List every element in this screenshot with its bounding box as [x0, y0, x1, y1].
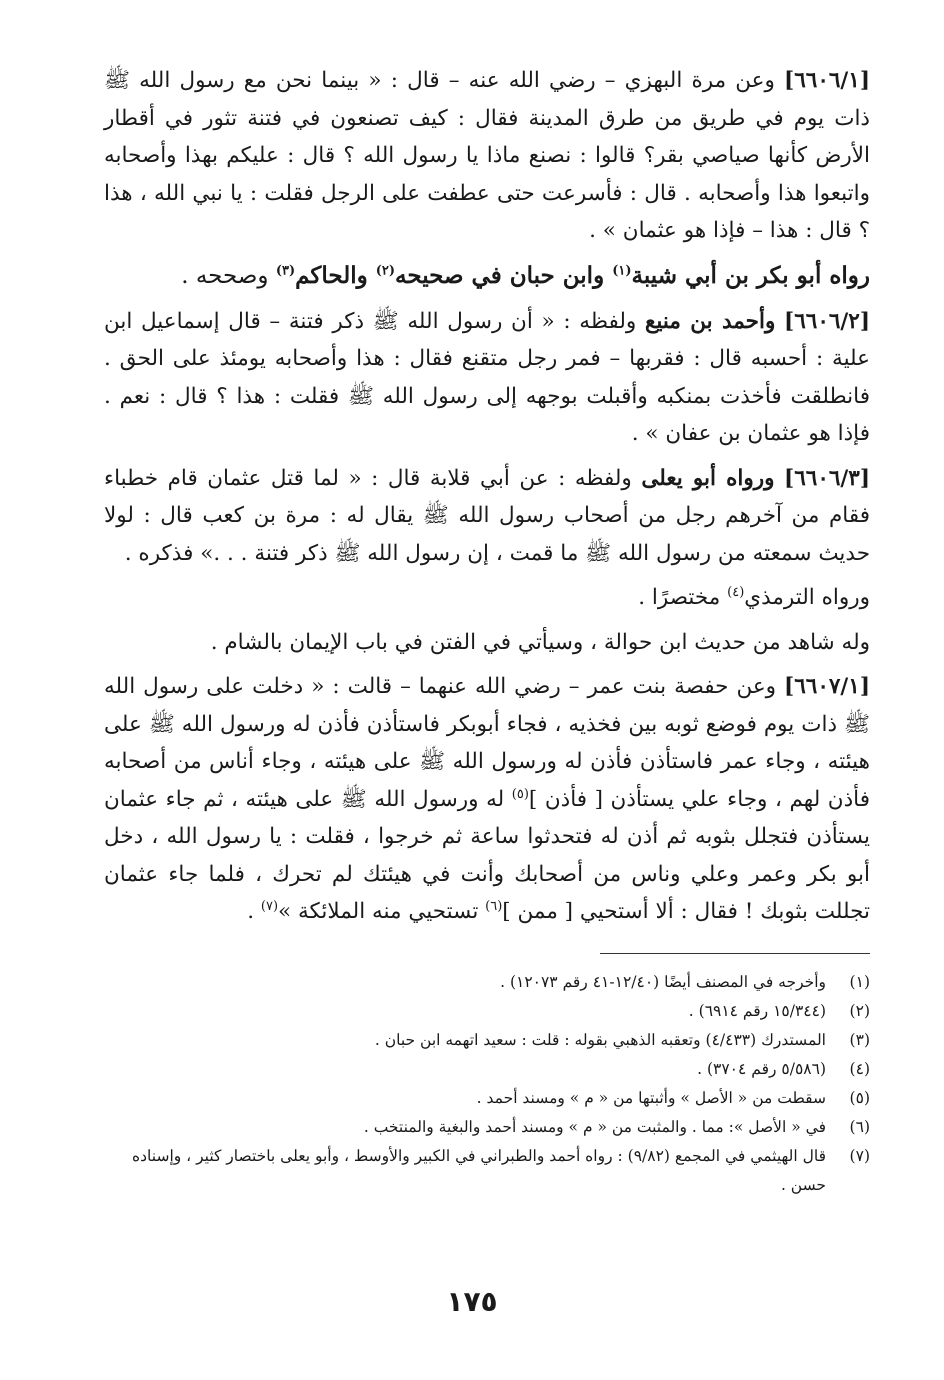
source-1: رواه أبو بكر بن أبي شيبة	[631, 261, 870, 289]
footnote-text: قال الهيثمي في المجمع (٩/٨٢) : رواه أحمد والطبراني في الكبير والأوسط ، وأبو يعلى باختصار كثير ، وإسناده حسن .	[132, 1146, 826, 1194]
page-body	[104, 62, 870, 1200]
narrator-name: ورواه أبو يعلى	[641, 465, 775, 491]
witness-note: وله شاهد من حديث ابن حوالة ، وسيأتي في الفتن في باب الإيمان بالشام .	[210, 629, 870, 655]
hadith-text-2: له ورسول الله ﷺ على هيئته ، ثم جاء عثمان يستأذن فتجلل بثوبه ثم أذن له فتحدثوا ساعة ثم خرجوا ، فقلت : يا رسول الله ، دخل أبو بكر وعمر وعلي وناس من أصحابك وأنت في هيئتك لم تحرك ، فلما جاء عثمان تجللت بثوبك ! فقال : ألا أستحيي [ ممن ]	[104, 786, 870, 924]
footnote-6	[104, 1113, 870, 1142]
footnote-text: (٥/٥٨٦ رقم ٣٧٠٤) .	[697, 1059, 826, 1078]
footnote-divider	[600, 953, 870, 954]
hadith-text-1: وعن حفصة بنت عمر – رضي الله عنهما – قالت : « دخلت على رسول الله ﷺ ذات يوم فوضع ثوبه بين فخذيه ، فجاء أبوبكر فاستأذن فأذن له ورسول الله ﷺ على هيئته ، وجاء عمر فاستأذن فأذن له ورسول الله ﷺ على هيئته ، وجاء أناس من أصحابه فأذن لهم ، وجاء علي يستأذن [ فأذن ]	[104, 674, 870, 812]
footnote-number: (٥)	[849, 1088, 870, 1107]
hadith-6606-3	[104, 460, 870, 573]
hadith-text: ولفظه : « أن رسول الله ﷺ ذكر فتنة – قال إسماعيل ابن علية : أحسبه قال : فقربها – فمر رجل متقنع فقال : هذا وأصحابه يومئذ على الحق . فانطلقت فأخذت بمنكبه وأقبلت بوجهه إلى رسول الله ﷺ فقلت : هذا ؟ قال : نعم . فإذا هو عثمان بن عفان » .	[104, 308, 870, 446]
footnote-5	[104, 1084, 870, 1113]
footnote-3	[104, 1026, 870, 1055]
footnote-ref-7[interactable]: (٧)	[260, 898, 279, 914]
footnote-text: سقطت من « الأصل » وأثبتها من « م » ومسند أحمد .	[476, 1088, 826, 1107]
page-number: ١٧٥	[446, 1285, 498, 1318]
source-3: والحاكم	[295, 261, 376, 289]
footnote-text: (١٥/٣٤٤ رقم ٦٩١٤) .	[688, 1001, 826, 1020]
source-note: وصححه .	[181, 262, 276, 289]
hadith-ref: [٦٦٠٦/١]	[784, 68, 870, 93]
hadith-text: وعن مرة البهزي – رضي الله عنه – قال : « بينما نحن مع رسول الله ﷺ ذات يوم في طريق من طرق المدينة فقال : كيف تصنعون في فتنة تثور في أقطار الأرض كأنها صياصي بقر؟ قالوا : نصنع ماذا يا رسول الله ؟ قال : عليكم بهذا وأصحابه واتبعوا هذا وأصحابه . قال : فأسرعت حتى عطفت على الرجل فقلت : يا نبي الله ، هذا ؟ قال : هذا – فإذا هو عثمان » .	[104, 68, 870, 243]
footnote-number: (٤)	[849, 1059, 870, 1078]
note-text-end: مختصرًا .	[638, 585, 728, 610]
footnote-number: (٦)	[849, 1117, 870, 1136]
footnote-ref-5[interactable]: (٥)	[511, 786, 529, 802]
footnote-1	[104, 968, 870, 997]
hadith-ref: [٦٦٠٦/٣]	[784, 465, 870, 491]
footnote-2	[104, 997, 870, 1026]
source-2: وابن حبان في صحيحه	[395, 261, 613, 289]
hadith-text: ولفظه : عن أبي قلابة قال : « لما قتل عثمان قام خطباء فقام من آخرهم رجل من أصحاب رسول الله ﷺ يقال له : مرة بن كعب قال : لولا حديث سمعته من رسول الله ﷺ ما قمت ، إن رسول الله ﷺ ذكر فتنة . . .» فذكره .	[104, 465, 870, 566]
footnote-number: (٢)	[849, 1001, 870, 1020]
footnote-text: المستدرك (٤/٤٣٣) وتعقبه الذهبي بقوله : قلت : سعيد اتهمه ابن حبان .	[374, 1030, 826, 1049]
note-text: ورواه الترمذي	[744, 585, 870, 610]
hadith-6606-1	[104, 62, 870, 250]
hadith-text-4: .	[247, 899, 261, 924]
narrator-name: وأحمد بن منيع	[644, 308, 776, 334]
hadith-ref: [٦٦٠٧/١]	[784, 674, 870, 699]
footnote-ref-3[interactable]: (٣)	[275, 262, 296, 278]
tirmidhi-note	[104, 579, 870, 617]
footnote-text: وأخرجه في المصنف أيضًا (١٢/٤٠-٤١ رقم ١٢٠٧٣) .	[500, 972, 826, 991]
footnote-number: (١)	[849, 972, 870, 991]
footnote-ref-1[interactable]: (١)	[612, 262, 632, 278]
hadith-ref: [٦٦٠٦/٢]	[784, 308, 870, 334]
hadith-text-3: تستحيي منه الملائكة »	[278, 899, 486, 924]
footnotes	[104, 968, 870, 1200]
footnote-number: (٧)	[849, 1146, 870, 1165]
footnote-ref-2[interactable]: (٢)	[375, 262, 396, 278]
footnote-ref-4[interactable]: (٤)	[727, 584, 745, 600]
footnote-7	[104, 1142, 870, 1200]
footnote-number: (٣)	[849, 1030, 870, 1049]
footnote-4	[104, 1055, 870, 1084]
footnote-text: في « الأصل »: مما . والمثبت من « م » ومسند أحمد والبغية والمنتخب .	[363, 1117, 826, 1136]
hadith-6607-1	[104, 668, 870, 931]
footnote-ref-6[interactable]: (٦)	[485, 898, 503, 914]
narration-sources	[104, 257, 870, 295]
hadith-6606-2	[104, 303, 870, 453]
